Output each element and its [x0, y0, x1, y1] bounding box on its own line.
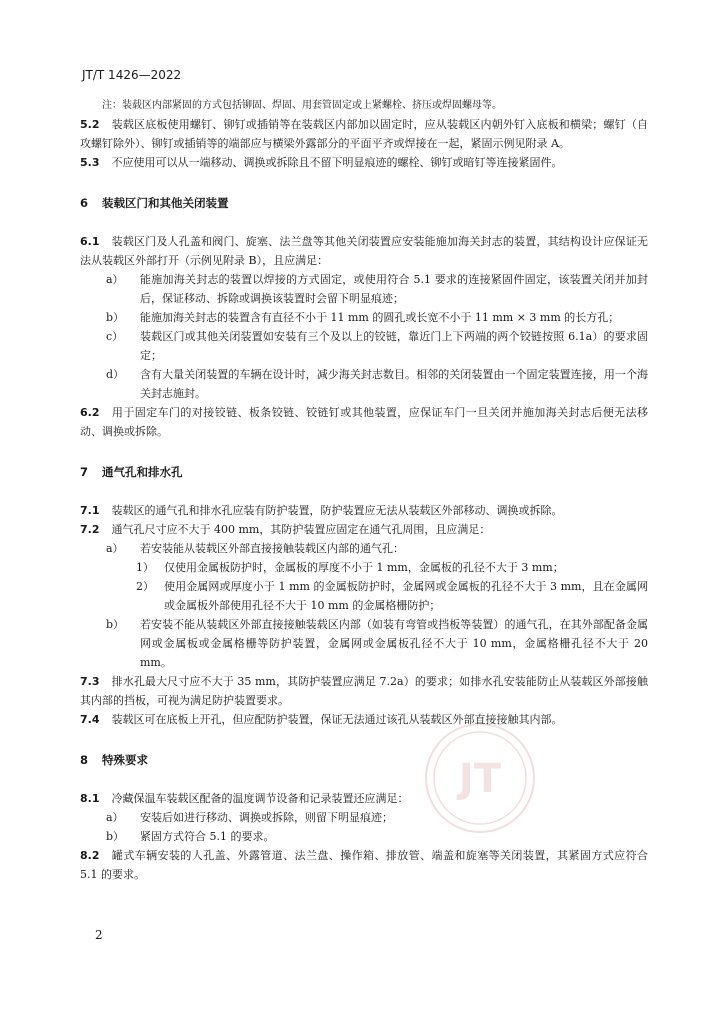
section-heading-7: 7 通气孔和排水孔 [80, 465, 183, 479]
clause-text: 装载区的通气孔和排水孔应装有防护装置，防护装置应无法从装载区外部移动、调换或拆除。 [111, 504, 563, 517]
watermark-text: JT [458, 756, 502, 802]
clause-number: 7.2 [80, 523, 100, 536]
list-text: 安装后如进行移动、调换或拆除，则留下明显痕迹； [140, 811, 393, 824]
clause-8-2 [80, 846, 648, 884]
clause-number: 6.1 [80, 235, 100, 248]
clause-text: 装载区底板使用螺钉、铆钉或插销等在装载区内部加以固定时，应从装载区内朝外钉入底板和横梁；螺钉（自攻螺钉除外）、铆钉或插销等的端部应与横梁外露部分的平面平齐或焊接在一起，紧固示例见附录 A。 [80, 118, 648, 150]
note: 注：装载区内部紧固的方式包括铆固、焊固、用套管固定或上紧螺栓、挤压或焊固螺母等。 [102, 100, 502, 111]
sub-list-item [80, 558, 648, 577]
clause-5-2 [80, 115, 648, 153]
list-marker: a） [106, 542, 124, 555]
clause-6-2 [80, 403, 648, 441]
list-marker: a） [106, 273, 124, 286]
list-text: 若安装能从装载区外部直接接触装载区内部的通气孔： [140, 542, 404, 555]
clause-text: 通气孔尺寸应不大于 400 mm，其防护装置应固定在通气孔周围，且应满足： [111, 523, 491, 536]
clause-text: 排水孔最大尺寸应不大于 35 mm，其防护装置应满足 7.2a）的要求；如排水孔安装能防止从装载区外部接触其内部的挡板，可视为满足防护装置要求。 [80, 675, 648, 707]
list-text: 使用金属网或厚度小于 1 mm 的金属板防护时，金属网或金属板的孔径不大于 3 mm，且在金属网或金属板外部使用孔径不大于 10 mm 的金属格栅防护； [164, 580, 648, 612]
clause-5-3 [80, 153, 648, 172]
clause-number: 7.3 [80, 675, 100, 688]
document-code: JT/T 1426—2022 [82, 68, 182, 82]
clause-7-2 [80, 520, 648, 539]
list-item [80, 327, 648, 365]
list-text: 能施加海关封志的装置以焊接的方式固定，或使用符合 5.1 要求的连接紧固件固定，该装置关闭并加封后，保证移动、拆除或调换该装置时会留下明显痕迹； [140, 273, 648, 305]
document-body [80, 96, 648, 884]
section-heading-8: 8 特殊要求 [80, 753, 149, 767]
list-text: 能施加海关封志的装置含有直径不小于 11 mm 的圆孔或长宽不小于 11 mm × 3 mm 的长方孔； [140, 311, 620, 324]
list-item [80, 539, 648, 558]
clause-number: 5.2 [80, 118, 100, 131]
clause-text: 装载区可在底板上开孔，但应配防护装置，保证无法通过该孔从装载区外部直接接触其内部。 [111, 713, 563, 726]
list-item [80, 808, 648, 827]
clause-text: 装载区门及人孔盖和阀门、旋塞、法兰盘等其他关闭装置应安装能施加海关封志的装置，其结构设计应保证无法从装载区外部打开（示例见附录 B），且应满足： [80, 235, 648, 267]
clause-number: 6.2 [80, 406, 100, 419]
clause-7-4 [80, 710, 648, 729]
list-item [80, 270, 648, 308]
clause-6-1 [80, 232, 648, 270]
list-marker: b） [106, 830, 125, 843]
clause-number: 7.4 [80, 713, 100, 726]
clause-text: 用于固定车门的对接铰链、板条铰链、铰链钉或其他装置，应保证车门一旦关闭并施加海关封志后便无法移动、调换或拆除。 [80, 406, 648, 438]
list-marker: c） [106, 330, 124, 343]
list-text: 装载区门或其他关闭装置如安装有三个及以上的铰链，靠近门上下两端的两个铰链按照 6.1a）的要求固定； [140, 330, 648, 362]
clause-7-1 [80, 501, 648, 520]
list-text: 若安装不能从装载区外部直接接触装载区内部（如装有弯管或挡板等装置）的通气孔，在其外部配备金属网或金属板或金属格栅等防护装置，金属网或金属板孔径不大于 10 mm，金属格栅孔径不大于 20 mm。 [140, 618, 648, 669]
list-marker: 1） [136, 561, 154, 574]
clause-text: 不应使用可以从一端移动、调换或拆除且不留下明显痕迹的螺栓、铆钉或暗钉等连接紧固件。 [111, 156, 563, 169]
list-item [80, 365, 648, 403]
list-text: 紧固方式符合 5.1 的要求。 [140, 830, 275, 843]
clause-number: 7.1 [80, 504, 100, 517]
clause-number: 8.1 [80, 792, 100, 805]
list-text: 仅使用金属板防护时，金属板的厚度不小于 1 mm，金属板的孔径不大于 3 mm； [164, 561, 564, 574]
list-marker: d） [106, 368, 125, 381]
clause-text: 冷藏保温车装载区配备的温度调节设备和记录装置还应满足： [111, 792, 409, 805]
list-text: 含有大量关闭装置的车辆在设计时，减少海关封志数目。相邻的关闭装置由一个固定装置连接，用一个海关封志施封。 [140, 368, 648, 400]
section-heading-6: 6 装载区门和其他关闭装置 [80, 196, 229, 210]
list-marker: b） [106, 618, 125, 631]
list-item [80, 827, 648, 846]
list-item [80, 615, 648, 672]
page-number: 2 [95, 928, 103, 942]
clause-number: 8.2 [80, 849, 100, 862]
clause-8-1 [80, 789, 648, 808]
clause-number: 5.3 [80, 156, 100, 169]
clause-7-3 [80, 672, 648, 710]
list-marker: a） [106, 811, 124, 824]
clause-text: 罐式车辆安装的人孔盖、外露管道、法兰盘、操作箱、排放管、端盖和旋塞等关闭装置，其紧固方式应符合 5.1 的要求。 [80, 849, 648, 881]
sub-list-item [80, 577, 648, 615]
list-marker: b） [106, 311, 125, 324]
list-marker: 2） [136, 580, 154, 593]
list-item [80, 308, 648, 327]
